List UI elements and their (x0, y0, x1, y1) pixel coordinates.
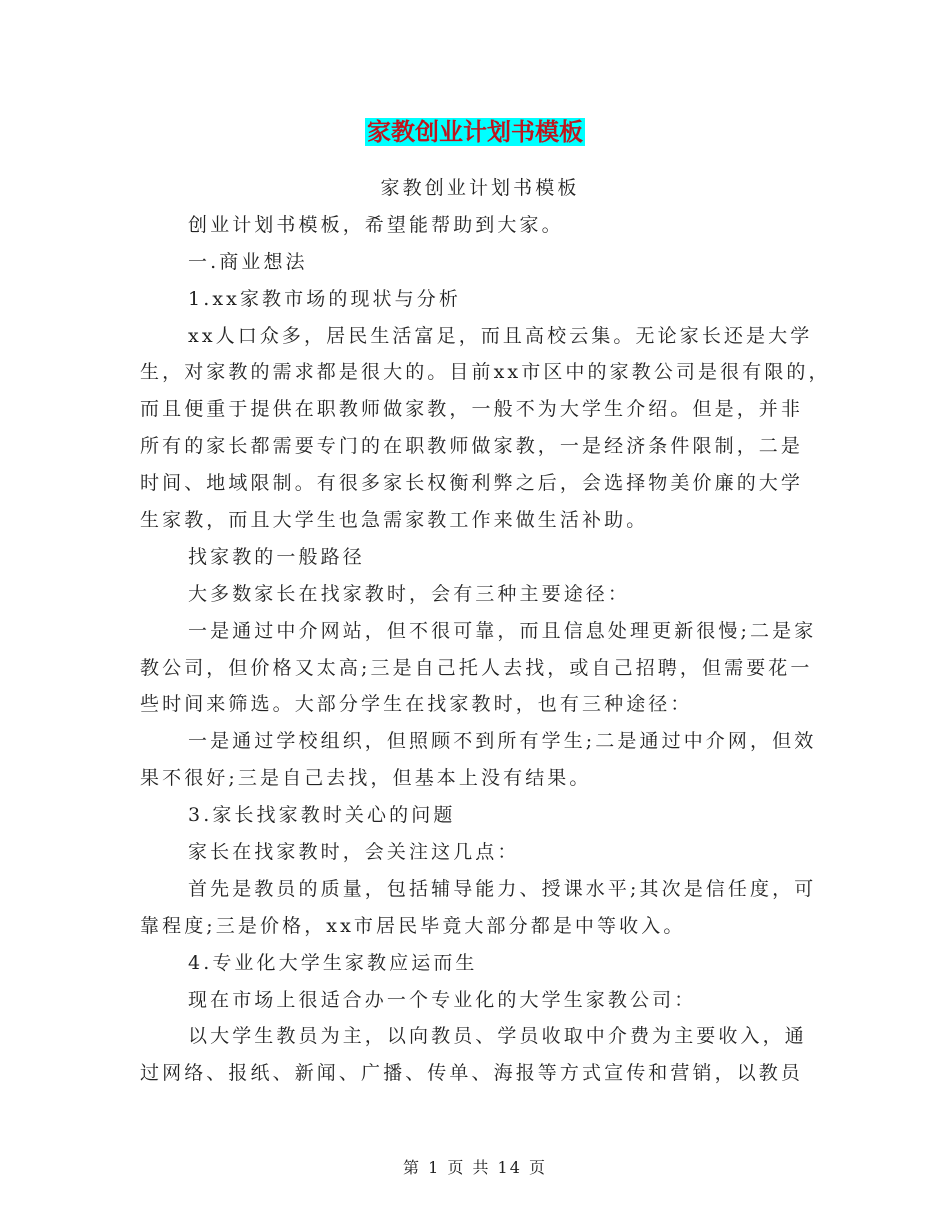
text-line: 现在市场上很适合办一个专业化的大学生家教公司： (188, 988, 697, 1011)
highlighted-title: 家教创业计划书模板 (367, 118, 583, 146)
text-line: 生家教，而且大学生也急需家教工作来做生活补助。 (140, 509, 649, 532)
subtitle: 家教创业计划书模板 (380, 177, 580, 199)
text-line: 家长在找家教时，会关注这几点： (188, 841, 520, 864)
text-line: 时间、地域限制。有很多家长权衡利弊之后，会选择物美价廉的大学 (140, 472, 804, 495)
document-title (0, 112, 950, 147)
text-line: 3.家长找家教时关心的问题 (188, 804, 456, 827)
text-line: 一是通过学校组织，但照顾不到所有学生;二是通过中介网，但效 (188, 730, 817, 753)
text-line: 大多数家长在找家教时，会有三种主要途径： (188, 582, 631, 605)
text-line: 4.专业化大学生家教应运而生 (188, 951, 478, 974)
text-line: 而且便重于提供在职教师做家教，一般不为大学生介绍。但是，并非 (140, 398, 804, 421)
text-line: 一是通过中介网站，但不很可靠，而且信息处理更新很慢;二是家 (188, 619, 817, 642)
text-line: 生，对家教的需求都是很大的。目前xx市区中的家教公司是很有限的， (140, 361, 831, 384)
text-line: 首先是教员的质量，包括辅导能力、授课水平;其次是信任度，可 (188, 877, 817, 900)
text-line: 过网络、报纸、新闻、广播、传单、海报等方式宣传和营销，以教员 (140, 1062, 804, 1085)
document-body (140, 170, 831, 1092)
text-line: 创业计划书模板，希望能帮助到大家。 (188, 213, 564, 236)
text-line: 所有的家长都需要专门的在职教师做家教，一是经济条件限制，二是 (140, 435, 804, 458)
text-line: 些时间来筛选。大部分学生在找家教时，也有三种途径： (140, 693, 693, 716)
text-line: 以大学生教员为主，以向教员、学员收取中介费为主要收入，通 (188, 1025, 807, 1048)
text-line: 1.xx家教市场的现状与分析 (188, 287, 461, 310)
text-line: 靠程度;三是价格，xx市居民毕竟大部分都是中等收入。 (140, 914, 686, 937)
text-line: 找家教的一般路径 (188, 545, 365, 568)
text-line: 一.商业想法 (188, 250, 308, 273)
text-line: xx人口众多，居民生活富足，而且高校云集。无论家长还是大学 (188, 324, 813, 347)
text-line: 教公司，但价格又太高;三是自己托人去找，或自己招聘，但需要花一 (140, 656, 813, 679)
page-footer: 第 1 页 共 14 页 (403, 1158, 547, 1177)
text-line: 果不很好;三是自己去找，但基本上没有结果。 (140, 767, 592, 790)
